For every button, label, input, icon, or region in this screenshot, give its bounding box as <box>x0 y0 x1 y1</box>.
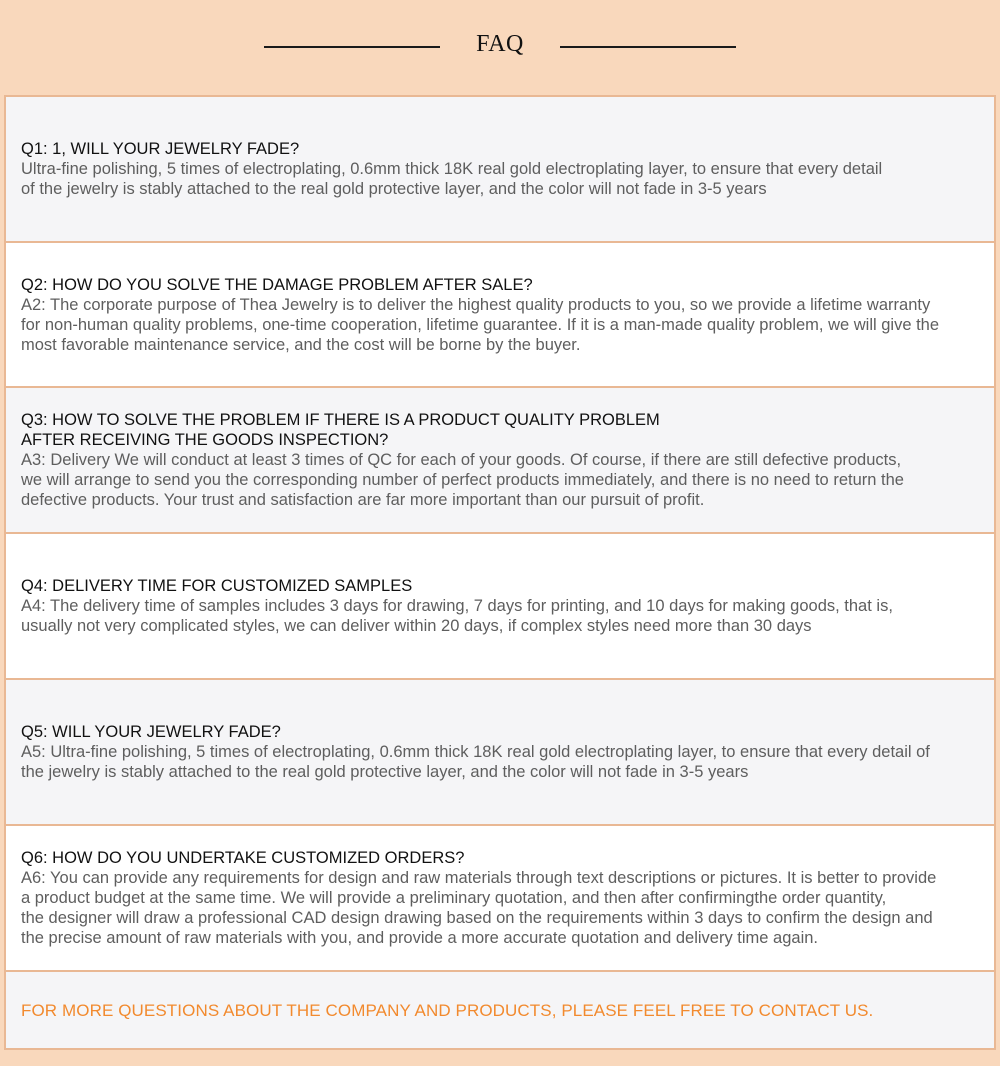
faq-footer <box>6 972 994 1048</box>
faq-item-q6 <box>6 826 994 972</box>
faq-item-q2 <box>6 243 994 388</box>
faq-question: Q6: HOW DO YOU UNDERTAKE CUSTOMIZED ORDERS? <box>21 849 465 867</box>
faq-question: Q2: HOW DO YOU SOLVE THE DAMAGE PROBLEM AFTER SALE? <box>21 275 533 294</box>
faq-question: Q3: HOW TO SOLVE THE PROBLEM IF THERE IS A PRODUCT QUALITY PROBLEM AFTER RECEIVING THE GOODS INSPECTION? <box>21 411 660 449</box>
faq-answer: A2: The corporate purpose of Thea Jewelry is to deliver the highest quality products to you, so we provide a lifetime warranty for non-human quality problems, one-time cooperation, lifetime guarantee. If it is a man-made quality problem, we will give the most favorable maintenance service, and the cost will be borne by the buyer. <box>21 295 940 354</box>
faq-item-q3 <box>6 388 994 534</box>
faq-answer: A3: Delivery We will conduct at least 3 times of QC for each of your goods. Of course, if there are still defective products, we will arrange to send you the corresponding number of perfect products immediately, and there is no need to return the defective products. Your trust and satisfaction are far more important than our pursuit of profit. <box>21 451 904 509</box>
faq-question: Q5: WILL YOUR JEWELRY FADE? <box>21 723 281 741</box>
header-rule-right <box>560 46 736 48</box>
faq-answer: A6: You can provide any requirements for design and raw materials through text descriptions or pictures. It is better to provide a product budget at the same time. We will provide a preliminary quotation, and then after confirmingthe order quantity, the designer will draw a professional CAD design drawing based on the requirements within 3 days to confirm the design and the precise amount of raw materials with you, and provide a more accurate quotation and delivery time again. <box>21 869 937 947</box>
faq-question: Q4: DELIVERY TIME FOR CUSTOMIZED SAMPLES <box>21 577 413 595</box>
faq-answer: A4: The delivery time of samples includes 3 days for drawing, 7 days for printing, and 10 days for making goods, that is, usually not very complicated styles, we can deliver within 20 days, if complex styles need more than 30 days <box>21 597 893 635</box>
faq-item-q5 <box>6 680 994 826</box>
contact-notice: FOR MORE QUESTIONS ABOUT THE COMPANY AND PRODUCTS, PLEASE FEEL FREE TO CONTACT US. <box>21 1001 874 1020</box>
faq-answer: Ultra-fine polishing, 5 times of electroplating, 0.6mm thick 18K real gold electroplating layer, to ensure that every detail of the jewelry is stably attached to the real gold protective layer, and the color will not fade in 3-5 years <box>21 160 883 198</box>
faq-header <box>0 0 1000 95</box>
page-title: FAQ <box>476 31 524 57</box>
faq-answer: A5: Ultra-fine polishing, 5 times of electroplating, 0.6mm thick 18K real gold electroplating layer, to ensure that every detail of the jewelry is stably attached to the real gold protective layer, and the color will not fade in 3-5 years <box>21 743 930 781</box>
header-rule-left <box>264 46 440 48</box>
faq-item-q4 <box>6 534 994 680</box>
faq-list <box>4 95 996 1050</box>
faq-item-q1 <box>6 97 994 243</box>
faq-question: Q1: 1, WILL YOUR JEWELRY FADE? <box>21 140 300 158</box>
